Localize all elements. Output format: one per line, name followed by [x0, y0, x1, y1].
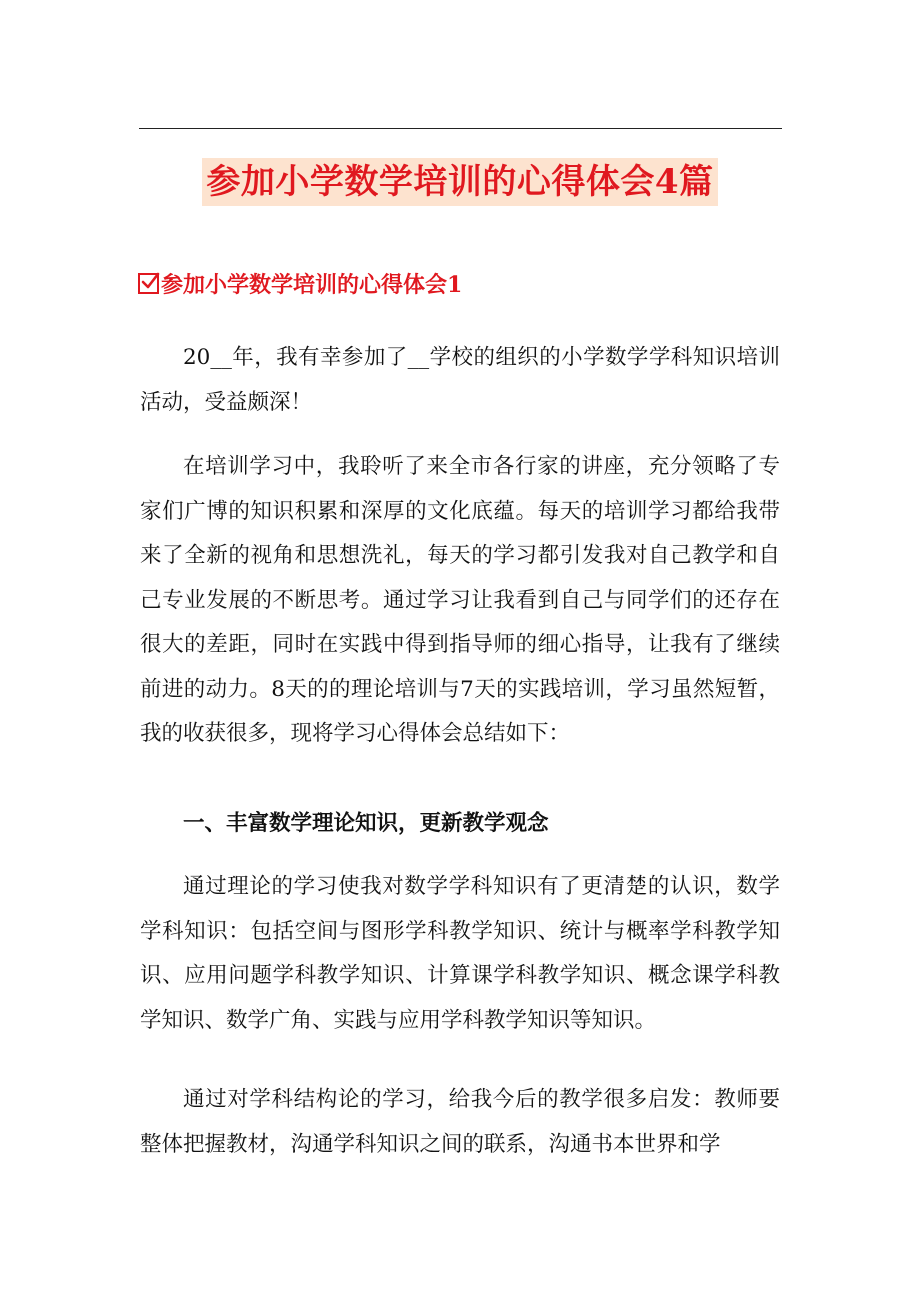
- section-heading: [138, 268, 462, 302]
- section-heading-text: 参加小学数学培训的心得体会1: [161, 272, 463, 298]
- document-title: 参加小学数学培训的心得体会4篇: [202, 158, 717, 206]
- paragraph-2: 在培训学习中，我聆听了来全市各行家的讲座，充分领略了专家们广博的知识积累和深厚的文化底蕴。每天的培训学习都给我带来了全新的视角和思想洗礼，每天的学习都引发我对自己教学和自己专业发展的不断思考。通过学习让我看到自己与同学们的还存在很大的差距，同时在实践中得到指导师的细心指导，让我有了继续前进的动力。8天的的理论培训与7天的实践培训，学习虽然短暂，我的收获很多，现将学习心得体会总结如下：: [140, 454, 780, 746]
- paragraph-3: 通过理论的学习使我对数学学科知识有了更清楚的认识，数学学科知识：包括空间与图形学科教学知识、统计与概率学科教学知识、应用问题学科教学知识、计算课学科教学知识、概念课学科教学知识、数学广角、实践与应用学科教学知识等知识。: [140, 874, 780, 1033]
- paragraph-1: 20__年，我有幸参加了__学校的组织的小学数学学科知识培训活动，受益颇深！: [140, 345, 780, 415]
- title-container: [0, 158, 920, 206]
- subheading-1: 一、丰富数学理论知识，更新教学观念: [183, 811, 549, 836]
- header-rule: [139, 128, 782, 129]
- checkbox-checked-icon: [138, 273, 159, 294]
- paragraph-4: 通过对学科结构论的学习，给我今后的教学很多启发：教师要整体把握教材，沟通学科知识之间的联系，沟通书本世界和学: [140, 1087, 780, 1157]
